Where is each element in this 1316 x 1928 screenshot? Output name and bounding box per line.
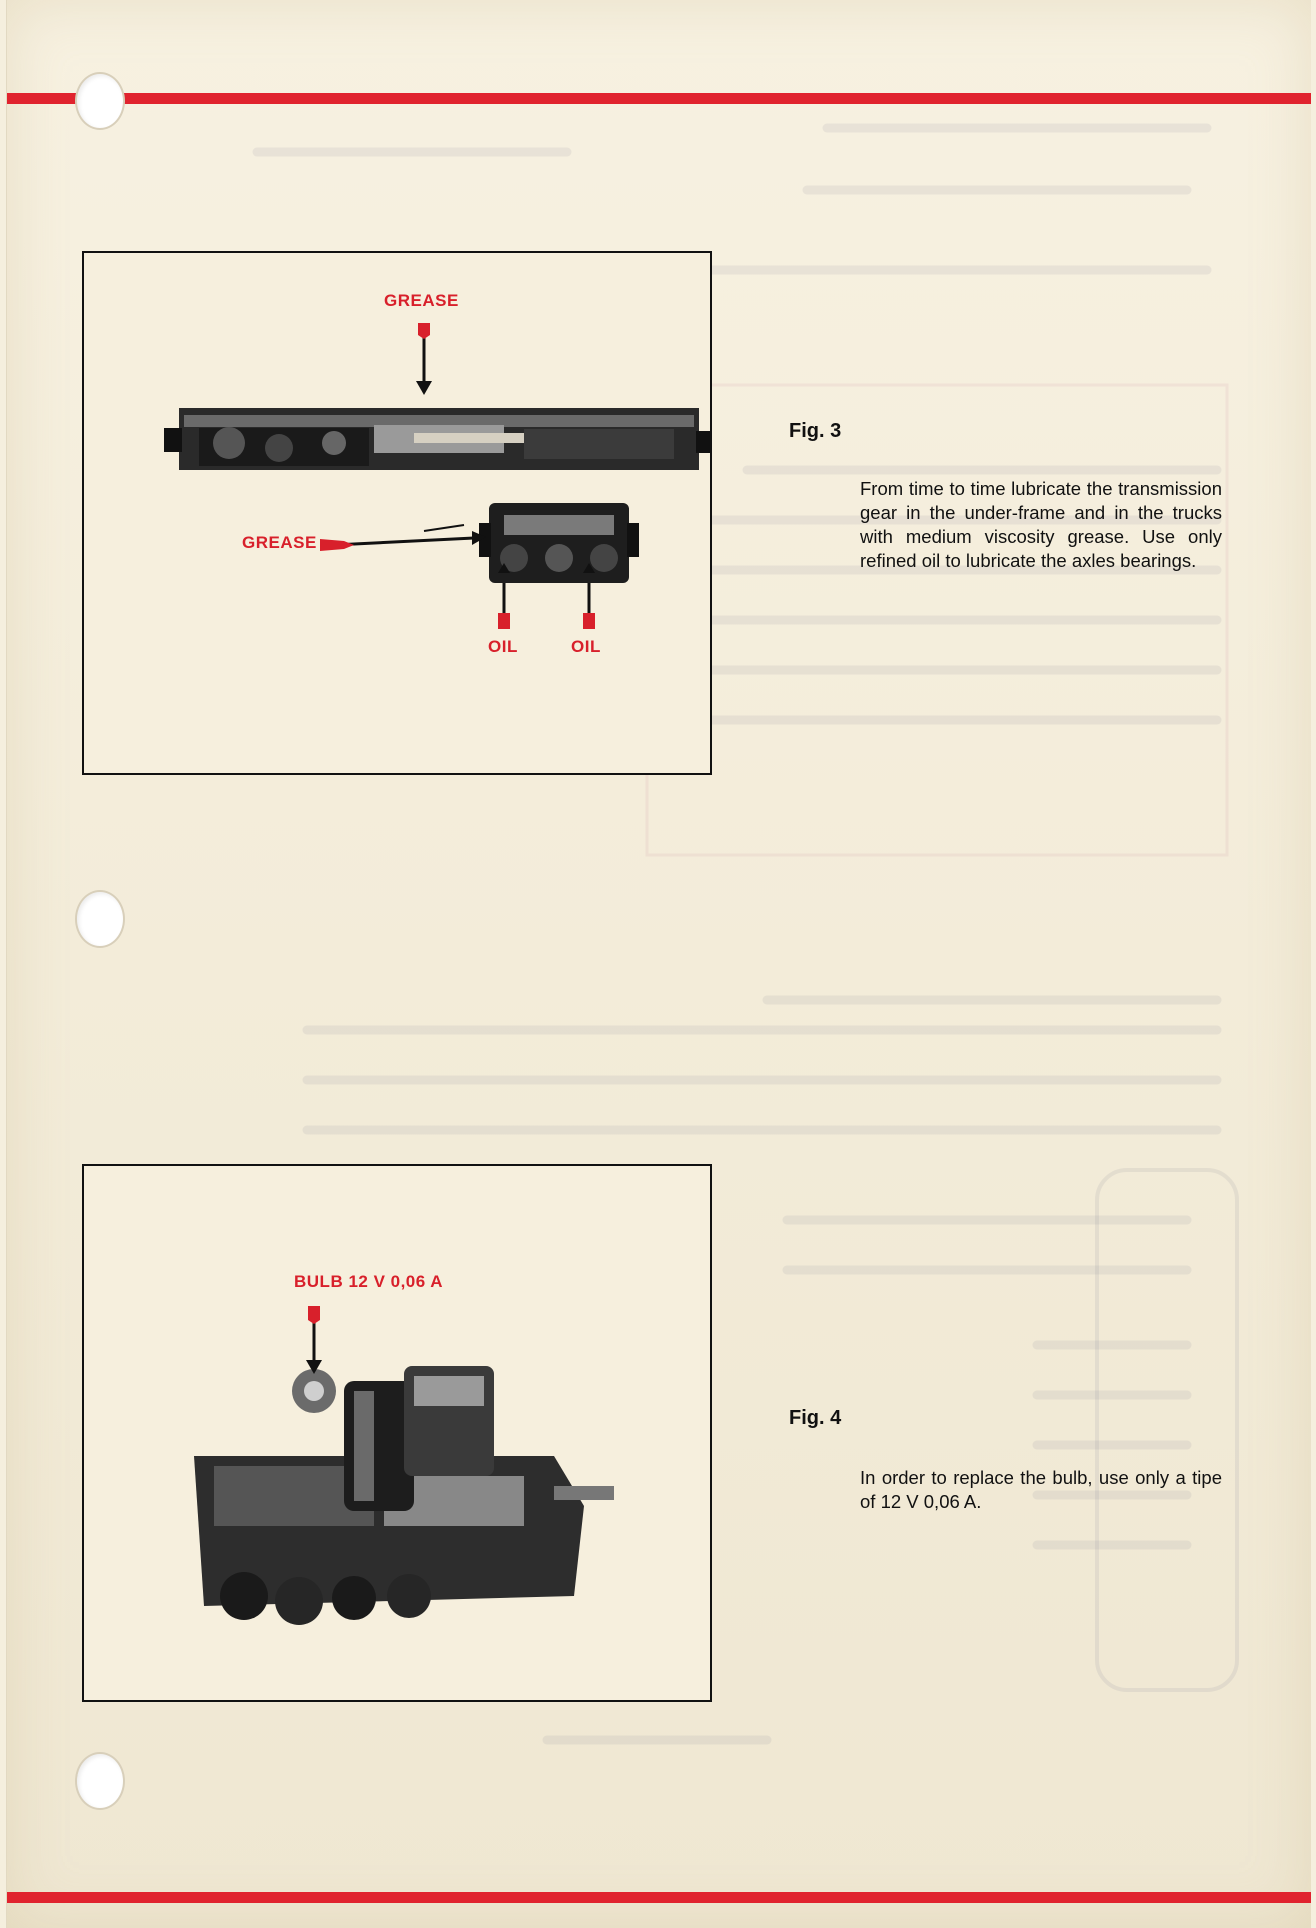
grease-left-callout: GREASE [242,533,317,552]
grease-top-arrow [416,323,432,395]
figure-3-label: Fig. 3 [789,420,842,442]
grease-top-callout: GREASE [384,291,459,310]
figure-3-illustration [84,253,710,773]
oil-left-arrow [498,563,510,629]
document-page [6,0,1311,1928]
bulb-arrow [306,1306,322,1374]
grease-left-arrow [320,525,486,551]
oil-right-arrow [583,563,595,629]
figure-4-label: Fig. 4 [789,1407,842,1429]
bulb-callout: BULB 12 V 0,06 A [294,1272,444,1291]
motor-block-drawing [194,1366,614,1625]
oil-right-callout: OIL [571,637,601,656]
figure-4-caption: In order to replace the bulb, use only a tipe of 12 V 0,06 A. [860,1467,1222,1512]
figure-3-caption: From time to time lubricate the transmission gear in the under-frame and in the trucks with medium viscosity grease. Use only refined oil to lubricate the axles bearings. [860,478,1222,571]
figure-3-image-frame [82,251,712,775]
oil-left-callout: OIL [488,637,518,656]
figure-4-image-frame [82,1164,712,1702]
figure-4-illustration [84,1166,710,1700]
underframe-drawing [164,408,712,470]
